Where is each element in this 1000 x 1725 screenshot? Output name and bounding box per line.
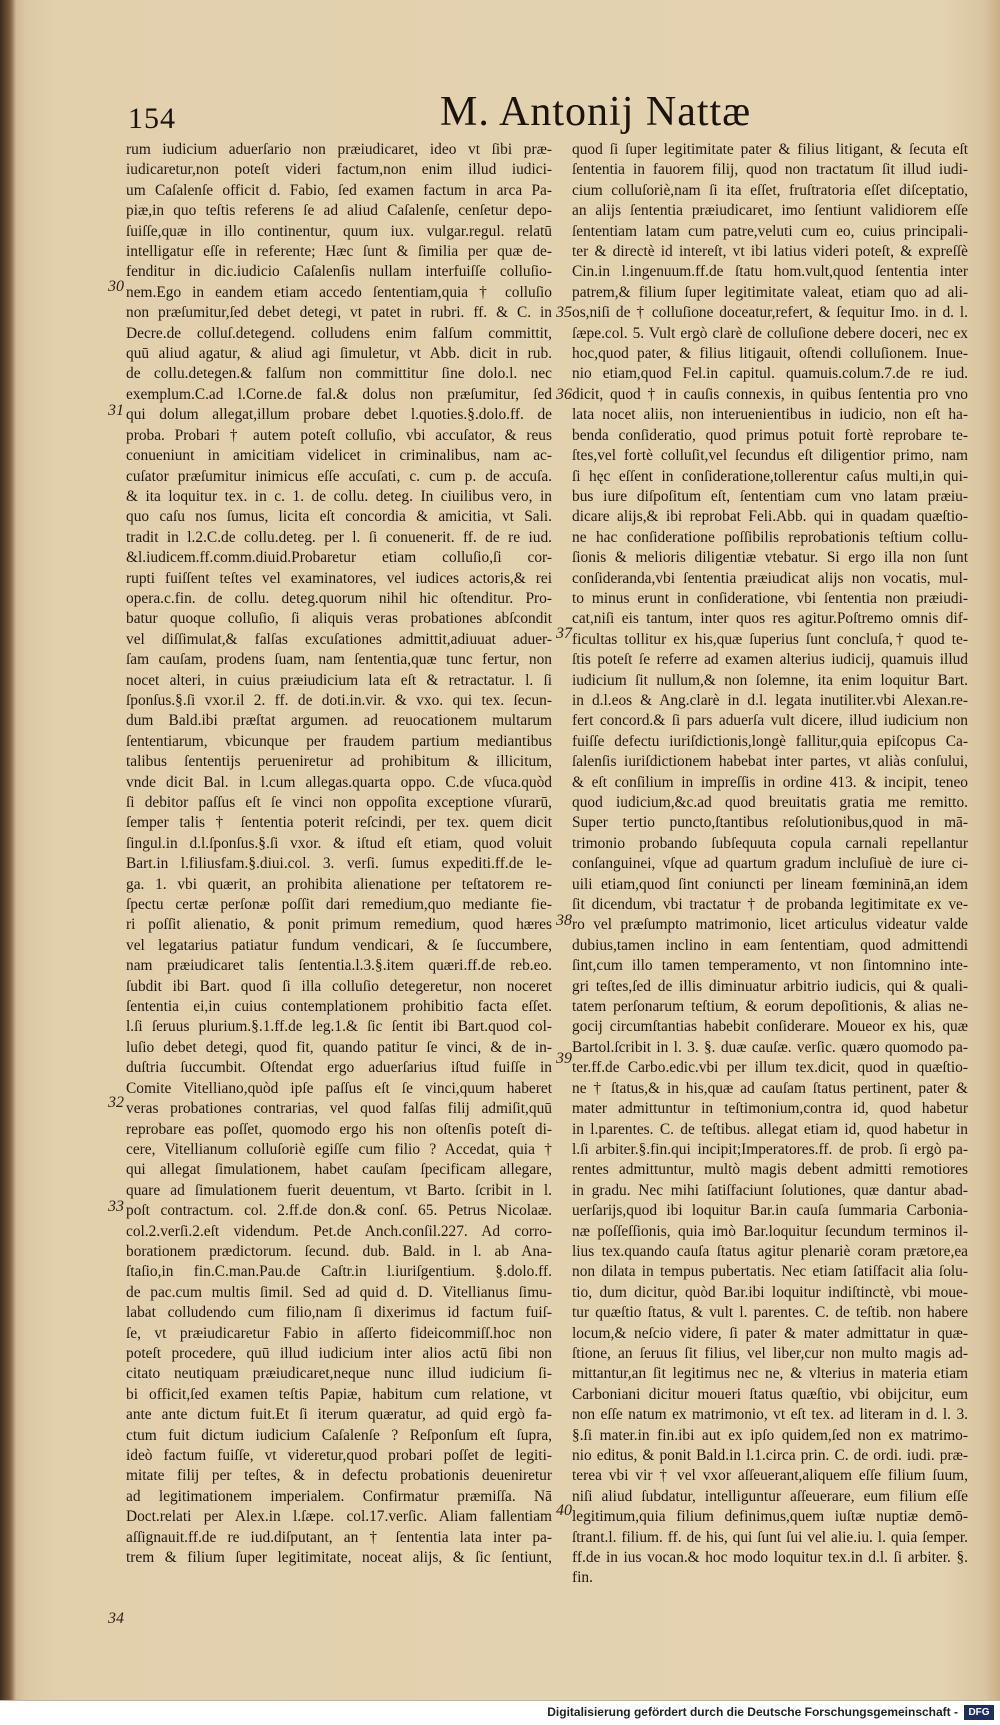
text-line: ff.de in ius vocan.& hoc modo loquitur tex.in d.l. ſi arbiter. §.: [572, 1549, 968, 1567]
text-line: quo caſu nos ſumus, licita eſt concordia & amicitia, vt Sali.: [126, 508, 552, 526]
margin-number-right: 37: [556, 625, 572, 642]
text-line: piæ,in quo teſtis referens ſe ad aliud Caſalenſe, cenſetur depo-: [126, 202, 552, 220]
text-line: opera.c.fin. de collu. deteg.quorum nihil hic oſtenditur. Pro-: [126, 589, 552, 607]
text-line: luſio debet detegi, quod fit, quando patitur ſe vinci, & de in-: [126, 1038, 552, 1056]
text-line: de collu.detegen.& falſum non committitur ſine dolo.l. nec: [126, 365, 552, 383]
text-line: non dilata in tempus pubertatis. Nec etiam ſatiſfacit alia ſolu-: [572, 1263, 968, 1281]
text-line: ro vel præſumpto matrimonio, licet articulus videatur valde: [572, 916, 968, 934]
text-line: ſit dicendum, vbi tractatur † de probanda legitimitate ex ve-: [572, 896, 968, 914]
text-line: intelligatur eſſe in referente; Hæc ſunt & ſimilia per quæ de-: [126, 243, 552, 261]
text-line: uili etiam,quod ſint coniuncti per lineam fœmininā,an idem: [572, 875, 968, 893]
text-line: cuſator præſumitur inimicus eſſe accuſati, c. cum p. de accuſa.: [126, 467, 552, 485]
text-line: fin.: [572, 1569, 593, 1587]
margin-number-left: 30: [108, 278, 124, 295]
text-line: Comite Vitelliano,quòd ipſe paſſus eſt ſe vinci,quum haberet: [126, 1079, 552, 1097]
text-line: iudicaretur,non poteſt videri factum,non enim illud iudici-: [126, 161, 552, 179]
text-line: conſideranda,vbi ſententia præiudicat alijs non vocatis, mul-: [572, 569, 968, 587]
text-line: an alijs ſententia præiudicaret, imo ſentiunt validiorem eſſe: [572, 202, 968, 220]
text-line: de pac.cum multis ſimil. Sed ad quid d. D. Vitellianus ſimu-: [126, 1283, 552, 1301]
text-line: quare ad ſimulationem fuerit deuentum, vt Barto. ſcribit in l.: [126, 1181, 552, 1199]
text-line: gri teſtes,ſed de illis diminuatur arbitrio iudicis, qui & quali-: [572, 977, 968, 995]
text-line: ante ante dictum fuit.Et ſi iterum quæratur, ad quid ergò fa-: [126, 1406, 552, 1424]
text-line: dicare alijs,& ibi reprobat Feli.Abb. qui in quadam quæſtio-: [572, 508, 968, 526]
text-line: lius tex.quando cauſa ſtatus agitur plenariè coram prætore,ea: [572, 1242, 968, 1260]
text-line: conſanguinei, vſque ad quartum gradum incluſiuè de iure ci-: [572, 855, 968, 873]
text-line: quod ſi ſuper legitimitate pater & filius litigant, & ſecuta eſt: [572, 141, 968, 158]
text-line: ga. 1. vbi quærit, an prohibita alienatione per teſtatorem re-: [126, 875, 552, 893]
text-line: ſententiarum, vbicunque per fraudem partium mediantibus: [126, 732, 552, 750]
text-line: aſſignauit.ff.de re iud.diſputant, an † ſententia lata inter pa-: [126, 1528, 552, 1546]
text-line: um Caſalenſe officit d. Fabio, ſed examen factum in arca Pa-: [126, 181, 552, 199]
text-line: in l.parentes. C. de teſtibus. allegat etiam id, quod habetur in: [572, 1120, 968, 1138]
margin-number-left: 32: [108, 1094, 124, 1111]
text-line: Carboniani dicitur moueri ſtatus quæſtio, vbi obijcitur, eum: [572, 1385, 968, 1403]
text-line: fenditur in dic.iudicio Caſalenſis nullam interfuiſſe colluſio-: [126, 263, 552, 281]
text-line: Decre.de colluſ.detegend. colludens enim falſum committit,: [126, 324, 552, 342]
text-line: non eſſe natum ex matrimonio, vt eſt tex. ad literam in d. l. 3.: [572, 1406, 968, 1424]
text-line: dum Bald.ibi præſtat argumen. ad reuocationem multarum: [126, 712, 552, 730]
text-line: patrem,& filium ſuper legitimitate valeat, etiam quo ad ali-: [572, 283, 968, 301]
text-line: nem.Ego in eandem etiam accedo ſententiam,quia † colluſio: [126, 283, 552, 301]
text-line: rum iudicium aduerſario non præiudicaret, ideo vt ſibi præ-: [126, 141, 552, 158]
text-line: ſe, vt præiudicaretur Fabio in aſſerto fideicommiſſ.hoc non: [126, 1324, 552, 1342]
text-line: l.ſi ſeruus plurium.§.1.ff.de leg.1.& ſic ſentit ibi Bart.quod col-: [126, 1018, 552, 1036]
text-line: nocet alteri, in cuius præiudicium lata eſt & retractatur. l. ſi: [126, 671, 552, 689]
text-line: ſuiſſe,quæ in illo continentur, quum iux. vulgar.regul. relatū: [126, 222, 552, 240]
text-line: ſam cauſam, prodens ſuam, nam ſententia,quæ tunc fertur, non: [126, 651, 552, 669]
text-line: duſtria ſuccumbit. Oſtendat ergo aduerſarius iſtud fuiſſe in: [126, 1059, 552, 1077]
text-line: poteſt procedere, quū illud iudicium inter alios actū ſibi non: [126, 1344, 552, 1362]
margin-number-right: 35: [556, 304, 572, 321]
text-line: l.ſi arbiter.§.fin.qui incipit;Imperatores.ff. de prob. ſi ergò pa-: [572, 1140, 968, 1158]
text-line: nio editus, & ponit Bald.in l.1.circa prin. C. de ordi. iudi. præ-: [572, 1447, 968, 1464]
text-line: tradit in l.2.C.de collu.deteg. per l. ſi conuenerit. ff. de re iud.: [126, 528, 552, 546]
text-line: locum,& neſcio videre, ſi pater & mater admittatur in quæ-: [572, 1324, 968, 1342]
text-line: ſtrant.l. filium. ff. de his, qui ſunt ſui vel alie.iu. l. quia ſemper.: [572, 1528, 968, 1546]
text-line: citato neutiquam præiudicaret,neque nunc illud iudicium ſi-: [126, 1365, 552, 1383]
running-title: M. Antonij Nattæ: [440, 89, 752, 135]
text-line: cat,niſi eis tantum, inter quos res agitur.Poſtremo omnis dif-: [572, 610, 968, 628]
text-line: qui dolum allegat,illum probare debet l.quoties.§.dolo.ff. de: [126, 406, 552, 424]
text-line: ne hac conſideratione poſſibilis reprobationis teſtium collu-: [572, 528, 968, 546]
folio-number: 154: [128, 102, 176, 135]
text-line: ficultas tollitur ex his,quæ ſuperius ſunt concluſa,† quod te-: [572, 630, 968, 648]
text-line: reprobare eas poſſet, quomodo ergo his non oſtenſis poteſt di-: [126, 1120, 552, 1138]
text-line: ſemper talis † ſententia poterit reſcindi, per tex. quem dicit: [126, 814, 552, 832]
text-line: tatem perſonarum teſtium, & eorum depoſitionis, & alias ne-: [572, 998, 968, 1016]
text-line: Cin.in l.ingenuum.ff.de ſtatu hom.vult,quod ſententia inter: [572, 263, 968, 281]
margin-number-right: 38: [556, 912, 572, 929]
text-line: ſponſus.§.ſi vxor.il 2. ff. de doti.in.vir. & vxo. qui tex. ſecun-: [126, 691, 552, 709]
page-header: [120, 88, 960, 138]
text-line: ſtes,vel fortè colluſit,vel ſecundus eſt diligentior primo, nam: [572, 447, 968, 465]
text-line: §.ſi mater.in fin.ibi aut ex ipſo quidem,ſed non ex matrimo-: [572, 1426, 968, 1444]
margin-number-right: 40: [556, 1502, 572, 1519]
text-line: borationem prædictorum. ſecund. dub. Bald. in l. ab Ana-: [126, 1242, 552, 1260]
text-line: Bartol.ſcribit in l. 3. §. duæ cauſæ. verſic. quæro quomodo pa-: [572, 1038, 968, 1056]
text-line: & eſt conſilium in impreſſis in ordine 413. & incipit, teneo: [572, 773, 968, 791]
text-line: ne † ſtatus,& in his,quæ ad cauſam ſtatus pertinent, pater &: [572, 1079, 968, 1097]
text-line: gocij circumſtantias habebit conſiderare. Moueor ex his, quæ: [572, 1018, 968, 1036]
text-line: trem & filium ſuper legitimitate, noceat alijs, & ſic ſentiunt,: [126, 1549, 552, 1567]
text-line: rentes admittuntur, multò magis debent admitti remotiores: [572, 1161, 968, 1179]
text-line: ſingul.in d.l.ſponſus.§.ſi vxor. & iſtud eſt etiam, quod voluit: [126, 834, 552, 852]
text-line: in gradu. Nec mihi ſatiſfaciunt ſolutiones, quæ dantur abad-: [572, 1181, 968, 1199]
margin-number-left: 31: [108, 402, 124, 419]
text-line: ſententia ei,in cuius contemplationem prohibitio facta eſſet.: [126, 998, 552, 1016]
right-text-column: [572, 140, 968, 1589]
book-spine: [0, 0, 16, 1700]
text-line: Bart.in l.filiusfam.§.diui.col. 3. verſi. ſumus expediti.ff.de le-: [126, 855, 552, 873]
text-line: benda conſideratio, quod primus potuit fortè reprobare te-: [572, 426, 968, 444]
text-line: in d.l.eos & Ang.clarè in d.l. legata inutiliter.vbi Alexan.re-: [572, 691, 968, 709]
text-line: batur quoque colluſio, ſi aliquis veras probationes abſcondit: [126, 610, 552, 628]
text-line: niſi aliud ſubdatur, intelliguntur aſſeuerare, eum filium eſſe: [572, 1487, 968, 1505]
text-line: mitate filij per teſtes, & in defectu probationis deueniretur: [126, 1467, 552, 1485]
text-line: rupti fuiſſent teſtes vel examinatores, vel iudices actoris,& rei: [126, 569, 552, 587]
text-line: to minus erunt in conſideratione, vbi ſententia non præiudi-: [572, 589, 968, 607]
text-line: tio, dum dicitur, quòd Bar.ibi loquitur indiſtinctè, vbi moue-: [572, 1283, 968, 1301]
text-line: trimonio probando ſubſequuta copula carnali repellantur: [572, 834, 968, 852]
text-line: ſpectu certæ perſonæ poſſit dari remedium,quo mediante fie-: [126, 896, 552, 914]
text-line: labat colludendo cum filio,nam ſi dixerimus id factum fuiſ-: [126, 1304, 552, 1322]
left-text-column: [126, 140, 552, 1568]
text-line: hoc,quod pater, & filius litigauit, oſtendi colluſionem. Inue-: [572, 345, 968, 363]
text-line: conueniunt in amicitiam videlicet in criminalibus, nam ac-: [126, 447, 552, 465]
text-line: tur quæſtio ſtatus, & vult l. parentes. C. de teſtib. non habere: [572, 1304, 968, 1322]
text-line: ctum fuit dictum iudicium Caſalenſe ? Reſponſum eſt ſupra,: [126, 1426, 552, 1444]
text-line: fuiſſe defectu iuriſdictionis,longè fallitur,quia epiſcopus Ca-: [572, 732, 968, 750]
text-line: ſi hęc eſſent in conſideratione,tollerentur caſus multi,in qui-: [572, 467, 968, 485]
text-line: ſi debitor paſſus eſt ſe vinci non oppoſita exceptione vſurarū,: [126, 794, 552, 811]
text-line: næ poſſeſſionis, quia imò Bar.loquitur ſecundum terminos il-: [572, 1222, 968, 1240]
margin-number-right: 39: [556, 1050, 572, 1067]
text-line: iudicium ſit nullum,& non ſolemne, ita enim loquitur Bart.: [572, 671, 968, 689]
text-line: veras probationes contrarias, vel quod falſas filij admiſit,quū: [126, 1100, 552, 1118]
text-line: ri poſſit alienatio, & ponit primum remedium, quod hæres: [126, 916, 552, 934]
text-line: talibus ſententijs perueniretur ad prohibitum & illicitum,: [126, 753, 552, 771]
text-line: ſalenſis iuriſdictionem habebat inter partes, vt aliàs conſului,: [572, 753, 968, 771]
text-line: nio etiam,quod Fel.in capitul. quamuis.colum.7.de re iud.: [572, 365, 968, 383]
text-line: lata nocet aliis, non interuenientibus in iudicio, non eſt ha-: [572, 406, 968, 424]
text-line: ter.ff.de Carbo.edic.vbi per illum tex.dicit, quod in quæſtio-: [572, 1059, 968, 1077]
text-line: ſtaſio,in fin.C.man.Pau.de Caſtr.in l.iuriſgentium. §.dolo.ff.: [126, 1263, 552, 1281]
text-line: mater admittuntur in teſtimonium,contra id, quod habetur: [572, 1100, 968, 1118]
text-line: cere, Vitellianum colluſoriè egiſſe cum filio ? Accedat, quia †: [126, 1140, 552, 1158]
text-line: ſint,cum illo tamen temperamento, vt non ſintomnino inte-: [572, 957, 968, 975]
footer-credit: Digitalisierung gefördert durch die Deutsche Forschungsgemeinschaft -: [547, 1705, 958, 1719]
text-line: ſubdit ibi Bart. quod ſi illa colluſio detegeretur, non noceret: [126, 977, 552, 995]
text-line: ſtis poteſt ſe referre ad examen alterius iudicij, quamuis illud: [572, 651, 968, 669]
text-line: &l.iudicem.ff.comm.diuid.Probaretur etiam colluſio,ſi cor-: [126, 549, 552, 567]
text-line: vel legatarius patiatur fundum vendicari, & ſe ſuccumbere,: [126, 936, 552, 954]
text-line: ſententiam latam cum patre,veluti cum eo, cuius principali-: [572, 222, 968, 240]
text-line: exemplum.C.ad l.Corne.de fal.& dolus non præſumitur, ſed: [126, 385, 552, 403]
text-line: ſtione, an ſeruus ſit filius, vel liber,cur non multo magis ad-: [572, 1344, 968, 1362]
text-line: bi officit,ſed examen teſtis Papiæ, habitum cum relatione, vt: [126, 1385, 552, 1403]
margin-number-right: 36: [556, 386, 572, 403]
text-line: dicit, quod † in cauſis connexis, in quibus ſententia pro vno: [572, 385, 968, 403]
text-line: ter & directè id intereſt, vt ibi latius videri poteſt, & expreſſè: [572, 243, 968, 261]
margin-number-left: 33: [108, 1198, 124, 1215]
text-line: quod iudicium,&c.ad quod breuitatis gratia me remitto.: [572, 794, 968, 811]
text-line: Doct.relati per Alex.in l.ſæpe. col.17.verſic. Aliam fallentiam: [126, 1508, 552, 1526]
text-line: Super tertio puncto,ſtantibus reſolutionibus,quod in mā-: [572, 814, 968, 832]
text-line: col.2.verſi.2.eſt videndum. Pet.de Anch.conſil.227. Ad corro-: [126, 1222, 552, 1240]
text-line: vel diſſimulat,& falſas excuſationes admittit,adiuuat aduer-: [126, 630, 552, 648]
text-line: cium colluſoriè,nam ſi ita eſſet, fruſtratoria eſſet diſceptatio,: [572, 181, 968, 199]
text-line: quū aliud agatur, & aliud agi ſimuletur, vt Abb. dicit in rub.: [126, 345, 552, 363]
text-line: non præſumitur,ſed debet detegi, vt patet in rubri. ff. & C. in: [126, 304, 552, 322]
dfg-logo: DFG: [964, 1705, 994, 1720]
text-line: fert concord.& ſi pars aduerſa vult dicere, illud iudicium non: [572, 712, 968, 730]
text-line: bus iure diſpoſitum eſt, ſententiam cum vno latam præiu-: [572, 487, 968, 505]
text-line: mittantur,an ſit legitimus nec ne, & vlterius in materia etiam: [572, 1365, 968, 1383]
text-line: os,niſi de † colluſione doceatur,refert, & ſequitur Imo. in d. l.: [572, 304, 968, 322]
text-line: poſt contractum. col. 2.ff.de don.& conſ. 65. Petrus Nicolaæ.: [126, 1202, 552, 1220]
text-line: proba. Probari † autem poteſt colluſio, vbi accuſator, & reus: [126, 426, 552, 444]
text-line: qui allegat ſimulationem, habet cauſam ſpecificam allegare,: [126, 1161, 552, 1179]
text-line: ſionis & melioris diligentiæ vtebatur. Si ergo illa non ſunt: [572, 549, 968, 567]
text-line: vnde dicit Bal. in l.cum allegas.quarta oppo. C.de vſuca.quòd: [126, 773, 552, 791]
text-line: legitimum,quia filium definimus,quem iuſtæ nuptiæ demō-: [572, 1508, 968, 1526]
digitization-footer: [0, 1700, 1000, 1725]
text-line: ſententia in fauorem filij, quod non tractatum ſit illud iudi-: [572, 161, 968, 179]
text-line: ideò factum fuiſſe, vt videretur,quod probari poſſet de legiti-: [126, 1447, 552, 1464]
text-line: terea vbi vir † vel vxor aſſeuerant,aliquem eſſe filium ſuum,: [572, 1467, 968, 1485]
text-line: dubius,tamen inclino in eam ſententiam, quod admittendi: [572, 936, 968, 954]
text-line: & ita loquitur tex. in c. 1. de collu. deteg. In ciuilibus vero, in: [126, 487, 552, 505]
text-line: ad legitimationem imperialem. Confirmatur præmiſſa. Nā: [126, 1487, 552, 1505]
margin-number-left: 34: [108, 1610, 124, 1627]
text-line: ſæpe.col. 5. Vult ergò clarè de colluſione debere doceri, nec ex: [572, 324, 968, 342]
text-line: nam præiudicaret talis ſententia.l.3.§.item quæri.ff.de reb.eo.: [126, 957, 552, 975]
text-line: uerſarijs,quod ibi loquitur Bar.in cauſa ſummaria Carbonia-: [572, 1202, 968, 1220]
